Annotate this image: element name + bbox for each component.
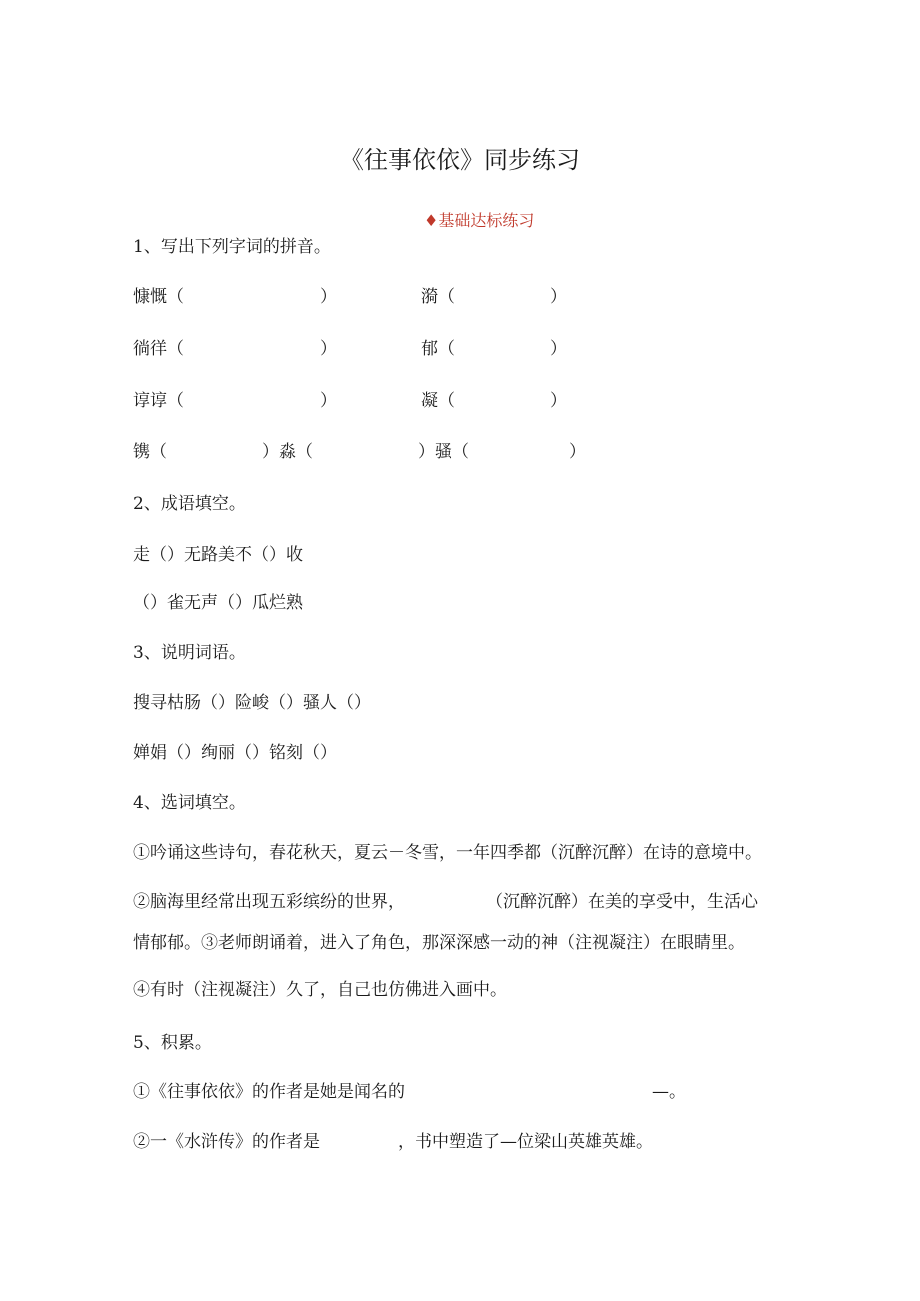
page-title: 《往事依依》同步练习 — [340, 146, 580, 174]
question-2-heading: 2、成语填空。 — [133, 494, 246, 514]
pinyin-item: 郁（ — [421, 339, 455, 359]
pinyin-blank-close: ） — [320, 339, 337, 359]
pinyin-item: 凝（ — [421, 391, 455, 411]
fill-sentence: （沉醉沉醉）在美的享受中，生活心 — [486, 892, 758, 912]
section-heading: ♦基础达标练习 — [424, 211, 535, 230]
fill-sentence: ②脑海里经常出现五彩缤纷的世界， — [133, 892, 405, 912]
word-line: 婵娟（）绚丽（）铭刻（） — [133, 743, 337, 763]
pinyin-item: 镌（ — [133, 442, 167, 462]
pinyin-blank-close: ） — [550, 287, 567, 307]
pinyin-item: 徜徉（ — [133, 339, 184, 359]
pinyin-item: 漪（ — [421, 287, 455, 307]
question-1-heading: 1、写出下列字词的拼音。 — [133, 237, 331, 257]
pinyin-item: ）淼（ — [262, 442, 313, 462]
accumulation-line-end: ，书中塑造了—位梁山英雄英雄。 — [398, 1132, 653, 1152]
accumulation-line-end: —。 — [652, 1082, 686, 1102]
pinyin-blank-close: ） — [320, 287, 337, 307]
pinyin-item: 谆谆（ — [133, 391, 184, 411]
fill-sentence: ①吟诵这些诗句，春花秋天，夏云－冬雪，一年四季都（沉醉沉醉）在诗的意境中。 — [133, 843, 762, 863]
accumulation-line: ①《往事依依》的作者是她是闻名的 — [133, 1082, 405, 1102]
word-line: 搜寻枯肠（）险峻（）骚人（） — [133, 693, 371, 713]
accumulation-line: ②一《水浒传》的作者是 — [133, 1132, 320, 1152]
pinyin-item: 慷慨（ — [133, 287, 184, 307]
question-4-heading: 4、选词填空。 — [133, 793, 246, 813]
question-5-heading: 5、积累。 — [133, 1033, 212, 1053]
idiom-line: 走（）无路美不（）收 — [133, 545, 303, 565]
pinyin-blank-close: ） — [320, 391, 337, 411]
pinyin-item: ）骚（ — [418, 442, 469, 462]
pinyin-blank-close: ） — [550, 391, 567, 411]
fill-sentence: ④有时（注视凝注）久了，自己也仿佛进入画中。 — [133, 980, 507, 1000]
idiom-line: （）雀无声（）瓜烂熟 — [133, 593, 303, 613]
pinyin-blank-close: ） — [550, 339, 567, 359]
fill-sentence: 情郁郁。③老师朗诵着，进入了角色，那深深感一动的神（注视凝注）在眼睛里。 — [133, 933, 745, 953]
pinyin-blank-close: ） — [569, 442, 586, 462]
question-3-heading: 3、说明词语。 — [133, 643, 246, 663]
